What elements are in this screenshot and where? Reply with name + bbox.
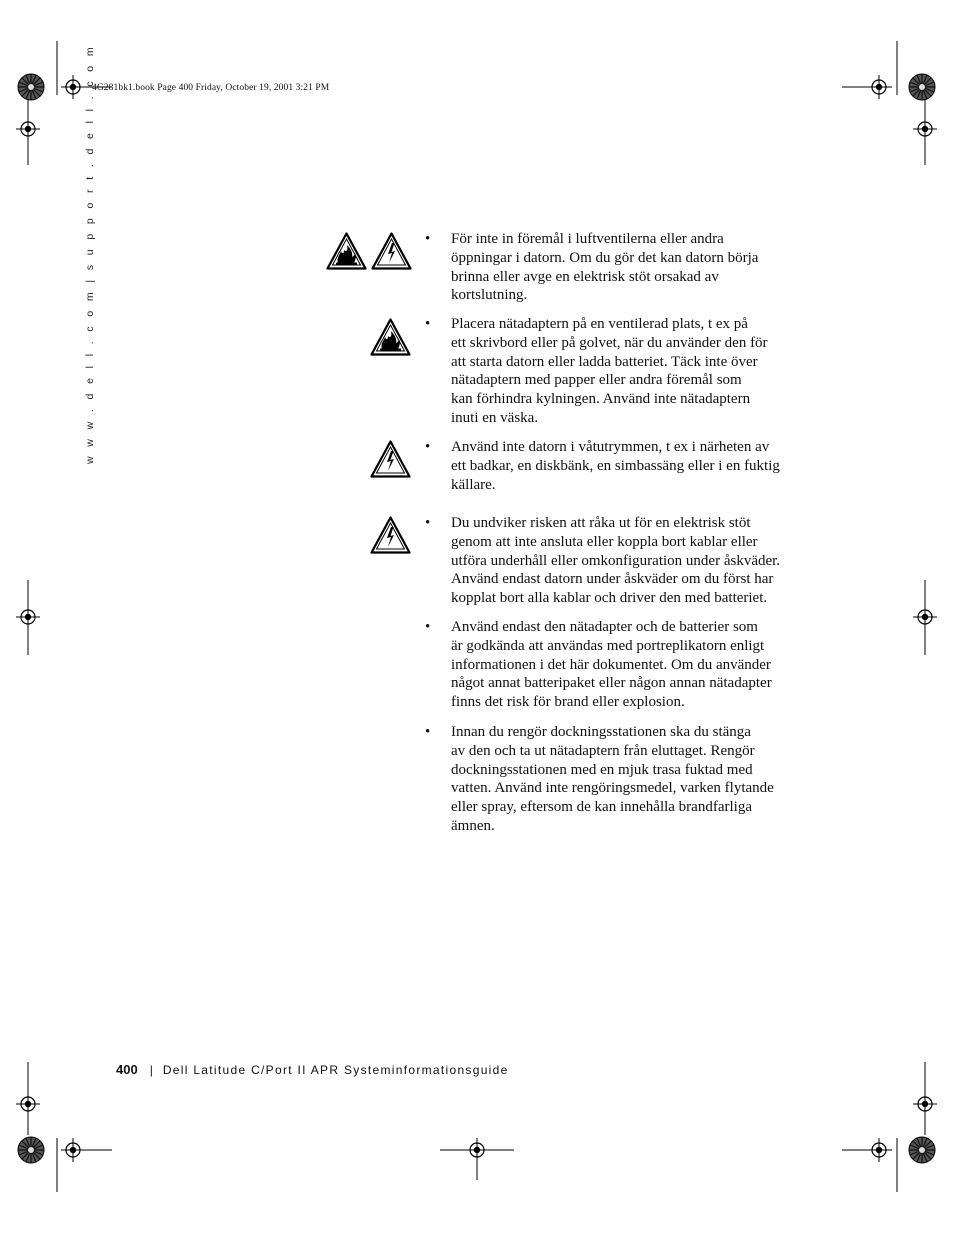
- item-text: Använd inte datorn i våtutrymmen, t ex i närheten av ett badkar, en diskbänk, en simbassäng eller i en fuktig källare.: [451, 439, 780, 493]
- bullet: •: [425, 316, 431, 332]
- page-number: 400: [116, 1062, 138, 1077]
- bullet: •: [425, 439, 431, 455]
- footer-separator: |: [149, 1063, 153, 1077]
- electrical-hazard-icon: [370, 516, 411, 554]
- fire-hazard-icon: [326, 232, 367, 270]
- item-4-icons: [370, 516, 411, 554]
- fire-hazard-icon: [370, 318, 411, 356]
- bullet: •: [425, 724, 431, 740]
- print-header: 4G281bk1.book Page 400 Friday, October 19, 2001 3:21 PM: [92, 83, 330, 93]
- electrical-hazard-icon: [371, 232, 412, 270]
- item-text: Använd endast den nätadapter och de batterier som är godkända att användas med portreplikatorn enligt informationen i det här dokumentet. Om du använder något annat batteripaket eller någon annan nätadapter finns det risk för brand eller explosion.: [451, 619, 772, 711]
- electrical-hazard-icon: [370, 440, 411, 478]
- page-footer: [116, 1062, 509, 1077]
- item-text: För inte in föremål i luftventilerna eller andra öppningar i datorn. Om du gör det kan datorn börja brinna eller avge en elektrisk stöt orsakad av kortslutning.: [451, 231, 759, 304]
- guide-title: Dell Latitude C/Port II APR Systeminformationsguide: [162, 1063, 509, 1077]
- bullet: •: [425, 619, 431, 635]
- bullet: •: [425, 515, 431, 531]
- item-text: Placera nätadaptern på en ventilerad plats, t ex på ett skrivbord eller på golvet, när du använder den för att starta datorn eller ladda batteriet. Täck inte över nätadaptern med papper eller andra föremål som kan förhindra kylningen. Använd inte nätadaptern inuti en väska.: [451, 316, 768, 426]
- item-text: Du undviker risken att råka ut för en elektrisk stöt genom att inte ansluta eller koppla bort kablar eller utföra underhåll eller omkonfiguration under åskväder. Använd endast datorn under åskväder om du först har kopplat bort alla kablar och driver den med batteriet.: [451, 515, 781, 607]
- item-1-icons: [326, 232, 412, 270]
- item-2-icons: [370, 318, 411, 356]
- item-text: Innan du rengör dockningsstationen ska du stänga av den och ta ut nätadaptern från eluttaget. Rengör dockningsstationen med en mjuk trasa fuktad med vatten. Använd inte rengöringsmedel, varken flytande eller spray, eftersom de kan innehålla brandfarliga ämnen.: [451, 724, 774, 834]
- item-3-icons: [370, 440, 411, 478]
- bullet: •: [425, 231, 431, 247]
- side-url: w w w . d e l l . c o m | s u p p o r t . d e l l . c o m: [84, 43, 96, 464]
